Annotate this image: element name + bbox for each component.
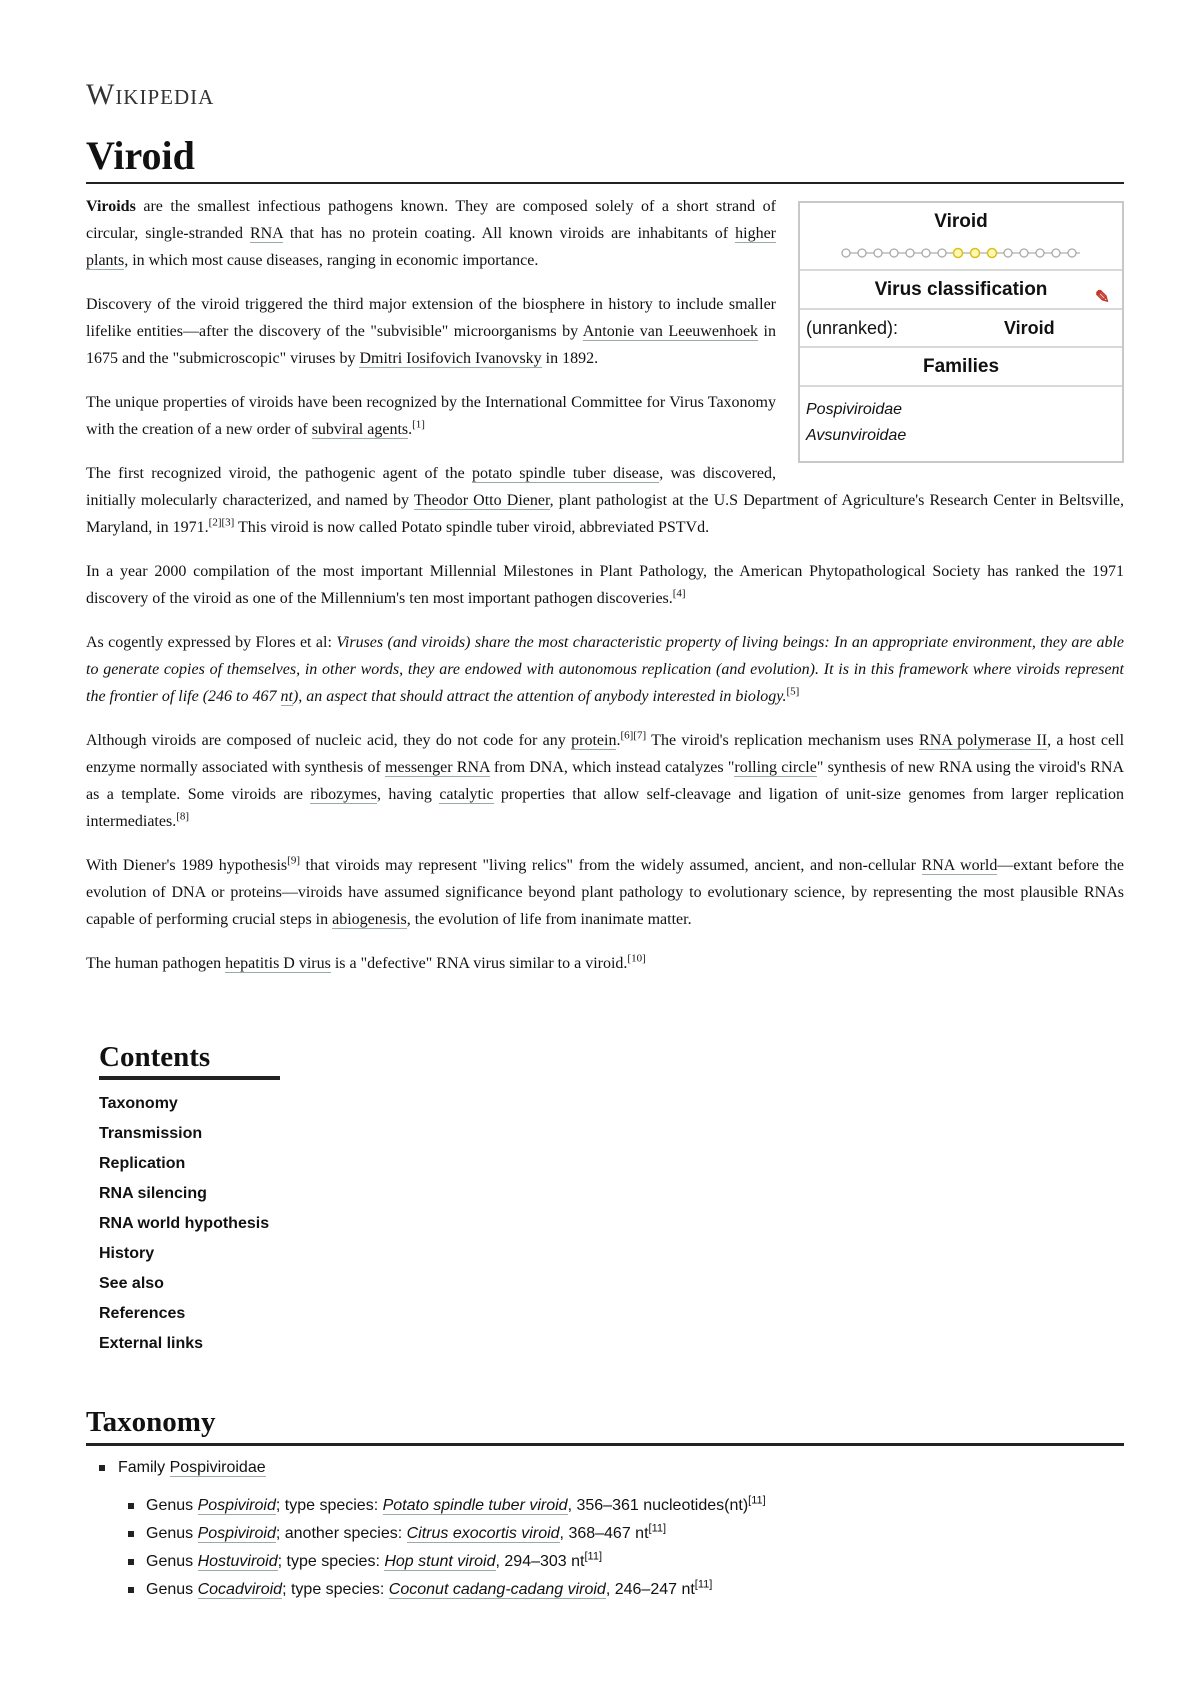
list-item-genus — [118, 1548, 1124, 1576]
link-potato-spindle-tuber-disease[interactable]: potato spindle tuber disease — [472, 465, 660, 482]
bullet-icon — [99, 1465, 105, 1471]
text: , 246–247 nt — [605, 1581, 695, 1598]
citation-ref[interactable]: [11] — [648, 1522, 667, 1535]
text: , a host cell enzyme normally associated with synthesis of — [86, 732, 1125, 776]
text: is a "defective" RNA virus similar to a viroid. — [330, 955, 628, 972]
classification-label: Virus classification — [874, 279, 1048, 300]
link-genus[interactable]: Hostuviroid — [197, 1553, 278, 1570]
link-rna-polymerase-ii[interactable]: RNA polymerase II — [919, 732, 1048, 749]
table-of-contents — [99, 1041, 1124, 1359]
toc-item-history[interactable]: History — [99, 1245, 155, 1262]
infobox — [798, 201, 1124, 463]
text: The unique properties of viroids have been recognized by the International Committee for Virus Taxonomy with the creation of a new order of — [86, 394, 776, 438]
link-leeuwenhoek[interactable]: Antonie van Leeuwenhoek — [582, 323, 759, 340]
paragraph-4 — [86, 460, 1124, 541]
text: The first recognized viroid, the pathogenic agent of the — [86, 465, 473, 482]
citation-ref[interactable]: [4] — [672, 587, 686, 600]
families-heading: Families — [800, 348, 1122, 387]
citation-ref[interactable]: [9] — [287, 854, 300, 867]
text: The viroid's replication mechanism uses — [646, 732, 920, 749]
paragraph-6 — [86, 629, 1124, 710]
toc-item-rna-silencing[interactable]: RNA silencing — [99, 1185, 207, 1202]
text: , having — [376, 786, 440, 803]
text: In a year 2000 compilation of the most important Millennial Milestones in Plant Pathology, the American Phytopathological Society has ranked the 1971 discovery of the viroid as one of the Millennium's ten most important pathogen discoveries. — [86, 563, 1124, 607]
toc-item-replication[interactable]: Replication — [99, 1155, 186, 1172]
citation-ref[interactable]: [8] — [176, 810, 190, 823]
link-species[interactable]: Hop stunt viroid — [384, 1553, 496, 1570]
genus-list — [118, 1492, 1124, 1604]
text: " synthesis of new RNA using the viroid's RNA as a template. Some viroids are — [86, 759, 1125, 803]
list-item-family — [86, 1454, 1124, 1604]
text: —extant before the evolution of DNA or proteins—viroids have assumed significance beyond plant pathology to evolutionary science, by representing the most plausible RNAs capable of performing crucial steps in — [86, 857, 1125, 928]
bullet-icon — [128, 1587, 134, 1593]
link-rna-world[interactable]: RNA world — [921, 857, 998, 874]
toc-item-references[interactable]: References — [99, 1305, 186, 1322]
virus-classification-heading — [800, 271, 1122, 310]
section-heading-taxonomy: Taxonomy — [86, 1403, 1124, 1446]
citation-ref[interactable]: [11] — [748, 1494, 766, 1507]
text: Discovery of the viroid triggered the third major extension of the biosphere in history to include smaller lifelike entities—after the discovery of the "subvisible" microorganisms by — [86, 296, 776, 340]
link-higher-plants[interactable]: higher plants — [86, 225, 776, 269]
text: in 1675 and the "submicroscopic" viruses by — [86, 323, 776, 367]
text: Genus — [146, 1497, 198, 1514]
rna-strand-icon — [836, 246, 1086, 260]
toc-item-external-links[interactable]: External links — [99, 1335, 204, 1352]
text: , plant pathologist at the U.S Department of Agriculture's Research Center in Beltsville, Maryland, in 1971. — [86, 492, 1124, 536]
link-genus[interactable]: Pospiviroid — [197, 1497, 276, 1514]
citation-ref[interactable]: [11] — [694, 1578, 713, 1591]
link-species[interactable]: Citrus exocortis viroid — [406, 1525, 560, 1542]
toc-list — [99, 1089, 1124, 1359]
family-item[interactable]: Avsunviroidae — [806, 427, 907, 444]
text: The human pathogen — [86, 955, 226, 972]
rank-row — [800, 310, 1122, 348]
text: Genus — [146, 1525, 198, 1542]
link-species[interactable]: Potato spindle tuber viroid — [382, 1497, 568, 1514]
toc-item-see-also[interactable]: See also — [99, 1275, 164, 1292]
text: Although viroids are composed of nucleic acid, they do not code for any — [86, 732, 572, 749]
text: are the smallest infectious pathogens known. They are composed solely of a short strand of circular, single-stranded — [86, 198, 776, 242]
text: , 356–361 nucleotides(nt) — [567, 1497, 749, 1514]
toc-item-transmission[interactable]: Transmission — [99, 1125, 203, 1142]
text: As cogently expressed by Flores et al: — [86, 634, 337, 651]
toc-item-taxonomy[interactable]: Taxonomy — [99, 1095, 178, 1112]
link-rolling-circle[interactable]: rolling circle — [734, 759, 817, 776]
text: that has no protein coating. All known viroids are inhabitants of — [282, 225, 736, 242]
citation-ref[interactable]: [10] — [627, 952, 646, 965]
paragraph-8 — [86, 852, 1124, 933]
link-genus[interactable]: Pospiviroid — [197, 1525, 276, 1542]
link-species[interactable]: Coconut cadang-cadang viroid — [388, 1581, 606, 1598]
text: properties that allow self-cleavage and ligation of unit-size genomes from larger replication intermediates. — [86, 786, 1124, 830]
text: Family — [118, 1459, 170, 1476]
list-item-genus — [118, 1576, 1124, 1604]
link-ribozymes[interactable]: ribozymes — [310, 786, 377, 803]
text: With Diener's 1989 hypothesis — [86, 857, 288, 874]
quote: Viruses (and viroids) share the most characteristic property of living beings: In an appropriate environment, they are able to generate copies of themselves, in other words, they are endowed with autonomous replication (and evolution). It is in this framework where viroids represent the frontier of life (246 to 467 — [86, 634, 1125, 705]
text: , 368–467 nt — [559, 1525, 649, 1542]
article-body — [86, 193, 1124, 977]
bullet-icon — [128, 1559, 134, 1565]
families-list — [800, 387, 1122, 461]
text: Genus — [146, 1581, 198, 1598]
text: , 294–303 nt — [495, 1553, 585, 1570]
viroid-strand-image[interactable] — [800, 237, 1122, 271]
list-item-genus — [118, 1520, 1124, 1548]
wikipedia-wordmark[interactable]: Wikipedia — [86, 78, 215, 111]
link-genus[interactable]: Cocadviroid — [197, 1581, 283, 1598]
link-hepatitis-d-virus[interactable]: hepatitis D virus — [225, 955, 331, 972]
bold-term: Viroids — [86, 198, 136, 215]
text: This viroid is now called Potato spindle tuber viroid, abbreviated PSTVd. — [234, 519, 710, 536]
text: ; type species: — [277, 1553, 385, 1570]
quote: ), an aspect that should attract the attention of anybody interested in biology. — [292, 688, 787, 705]
text: . — [408, 421, 413, 438]
citation-ref[interactable]: [6][7] — [620, 729, 647, 742]
rank-value: Viroid — [1004, 318, 1055, 338]
link-catalytic[interactable]: catalytic — [439, 786, 494, 803]
link-messenger-rna[interactable]: messenger RNA — [385, 759, 490, 776]
text: , in which most cause diseases, ranging in economic importance. — [124, 252, 539, 269]
text: . — [616, 732, 621, 749]
toc-title: Contents — [99, 1041, 280, 1080]
link-family[interactable]: Pospiviroidae — [169, 1459, 266, 1476]
toc-item-rna-world-hypothesis[interactable]: RNA world hypothesis — [99, 1215, 270, 1232]
taxonomy-list — [86, 1454, 1124, 1604]
pencil-edit-icon[interactable]: ✎ — [1094, 287, 1110, 307]
citation-ref[interactable]: [1] — [412, 418, 425, 431]
link-subviral-agents[interactable]: subviral agents — [311, 421, 409, 438]
paragraph-5 — [86, 558, 1124, 612]
list-item-genus — [118, 1492, 1124, 1520]
link-rna[interactable]: RNA — [249, 225, 283, 242]
paragraph-7 — [86, 727, 1124, 835]
page-title: Viroid — [86, 132, 1124, 184]
family-item[interactable]: Pospiviroidae — [806, 401, 903, 418]
text: Genus — [146, 1553, 198, 1570]
bullet-icon — [128, 1531, 134, 1537]
text: from DNA, which instead catalyzes " — [489, 759, 735, 776]
rank-key: (unranked): — [806, 318, 899, 338]
text: in 1892. — [541, 350, 599, 367]
text: ; type species: — [275, 1497, 383, 1514]
link-ivanovsky[interactable]: Dmitri Iosifovich Ivanovsky — [359, 350, 542, 367]
link-diener[interactable]: Theodor Otto Diener — [413, 492, 550, 509]
bullet-icon — [128, 1503, 134, 1509]
text: that viroids may represent "living relics" from the widely assumed, ancient, and non-cellular — [299, 857, 922, 874]
paragraph-9 — [86, 950, 1124, 977]
text: , was discovered, initially molecularly characterized, and named by — [86, 465, 777, 509]
citation-ref[interactable]: [11] — [584, 1550, 603, 1563]
text: , the evolution of life from inanimate matter. — [406, 911, 692, 928]
link-nt[interactable]: nt — [280, 688, 293, 705]
link-protein[interactable]: protein — [571, 732, 617, 749]
citation-ref[interactable]: [2][3] — [208, 516, 235, 529]
infobox-title: Viroid — [934, 211, 988, 232]
article-page — [86, 78, 1124, 1604]
link-abiogenesis[interactable]: abiogenesis — [332, 911, 407, 928]
text: ; type species: — [282, 1581, 389, 1598]
citation-ref[interactable]: [5] — [786, 685, 800, 698]
text: ; another species: — [275, 1525, 407, 1542]
